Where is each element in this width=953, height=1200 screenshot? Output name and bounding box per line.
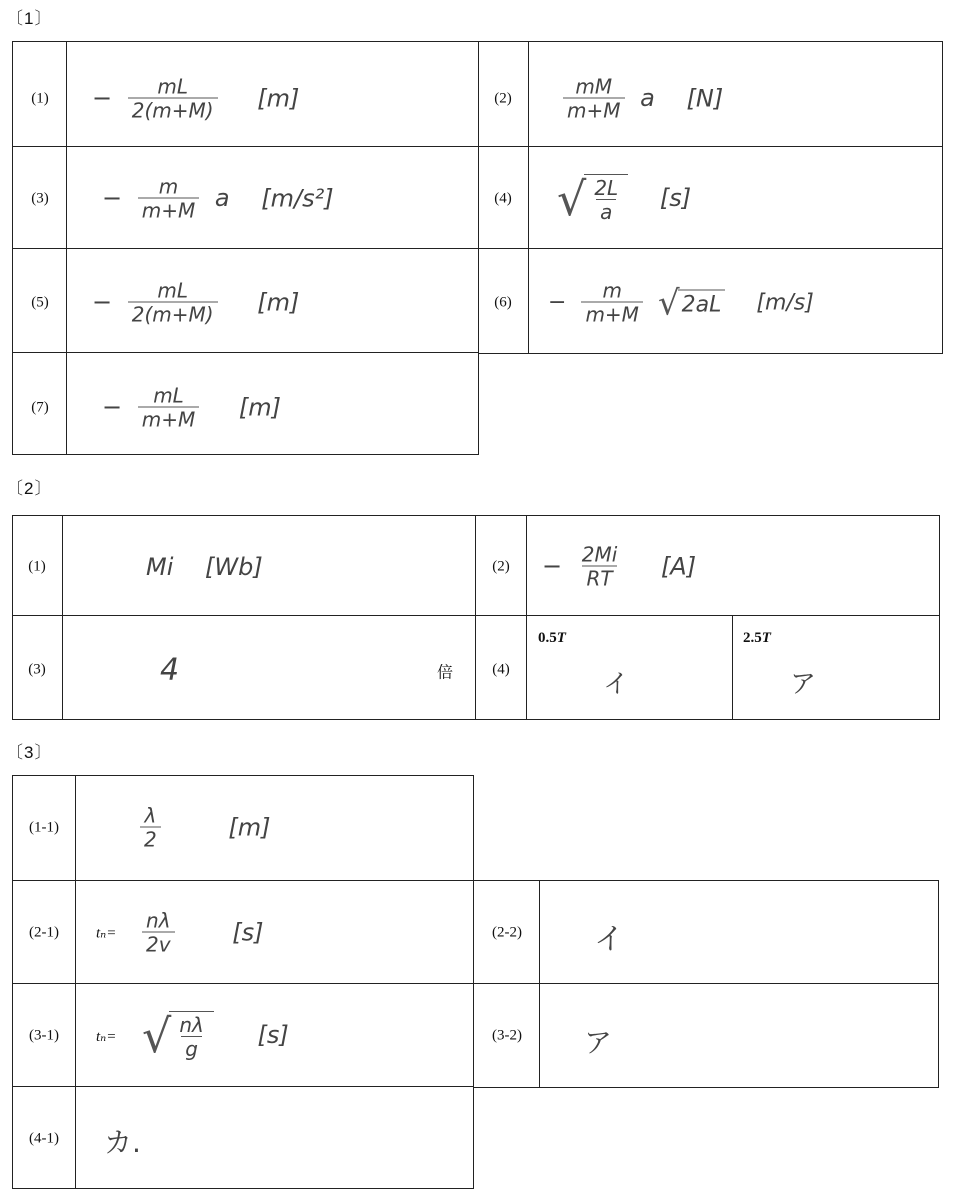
s3-q3-1-label: (3-1): [29, 1027, 59, 1044]
s1-right-row-divider-1: [478, 146, 943, 147]
s3-right-row-divider: [473, 983, 939, 984]
s3-q2-1-denominator: 2v: [142, 932, 175, 957]
s1-q6-fraction: [581, 280, 643, 327]
section-3-title: 〔3〕: [6, 743, 53, 762]
s1-q6-answer: [548, 280, 814, 327]
s3-q2-1-numerator: nλ: [146, 908, 171, 933]
s2-q4-b-answer: ア: [790, 669, 817, 700]
s1-q4-unit: [s]: [659, 184, 692, 212]
s3-q3-1-prefix: tₙ=: [96, 1028, 117, 1045]
s2-row-divider: [12, 615, 940, 616]
s2-q2-denominator: RT: [582, 566, 616, 591]
s1-q2-unit: [N]: [686, 84, 724, 112]
s1-q5-answer: [92, 280, 299, 327]
s1-q3-minus: −: [102, 184, 123, 212]
s3-q4-1-label: (4-1): [29, 1130, 59, 1147]
s2-q1-unit: [Wb]: [205, 553, 263, 581]
s3-right-label-divider: [473, 880, 540, 1088]
s1-q7-numerator: mL: [153, 383, 184, 408]
s1-q7-fraction: [138, 385, 200, 432]
s3-q1-1-answer: [140, 805, 270, 852]
s3-q3-1-numerator: nλ: [179, 1013, 204, 1037]
s2-q1-label: (1): [28, 558, 46, 575]
s3-q2-1-unit: [s]: [232, 918, 264, 946]
s1-q4-fraction: [590, 177, 622, 224]
s1-q6-denominator: m+M: [581, 302, 643, 327]
s3-q1-1-denominator: 2: [140, 827, 161, 852]
s1-q7-answer: [102, 385, 281, 432]
s1-q7-label: (7): [31, 399, 49, 416]
s1-q7-unit: [m]: [238, 393, 281, 421]
s2-q2-answer: [542, 544, 696, 591]
s2-q4-a-caption: [538, 630, 566, 647]
s3-q2-1-prefix: tₙ=: [96, 925, 117, 942]
s2-q2-minus: −: [542, 552, 563, 580]
s1-q4-label: (4): [494, 190, 512, 207]
s3-q3-2-label: (3-2): [492, 1027, 522, 1044]
s3-q3-1-denominator: g: [181, 1036, 202, 1061]
s3-right-table: [473, 880, 939, 1088]
s1-q5-minus: −: [92, 288, 113, 316]
s2-q3-suffix: 倍: [436, 664, 454, 682]
s3-q2-1-answer: [96, 910, 263, 957]
section-2-title: 〔2〕: [6, 479, 53, 498]
s1-q2-denominator: m+M: [563, 98, 625, 123]
sqrt-icon: √: [657, 283, 680, 323]
s1-q2-answer: [555, 76, 723, 123]
s3-q2-2-label: (2-2): [492, 924, 522, 941]
s3-q1-1-numerator: λ: [144, 803, 157, 828]
s2-q4-b-caption-number: 2.5: [743, 630, 762, 646]
s3-left-label-divider: [12, 775, 76, 1189]
s2-q4-split-divider: [732, 615, 733, 720]
s1-left-row-divider-3: [12, 352, 479, 353]
s1-q3-label: (3): [31, 190, 49, 207]
s1-q1-minus: −: [92, 84, 113, 112]
s3-left-row-divider-3: [12, 1086, 474, 1087]
s1-left-row-divider-2: [12, 248, 479, 249]
s2-q2-label: (2): [492, 558, 510, 575]
s1-q5-numerator: mL: [157, 278, 188, 303]
s1-q3-answer: [102, 176, 334, 223]
s1-q1-fraction: [128, 76, 218, 123]
s1-q2-numerator: mM: [575, 74, 613, 99]
s1-q3-numerator: m: [158, 174, 179, 199]
sqrt-icon: √: [557, 172, 587, 226]
s1-q6-numerator: m: [602, 278, 622, 303]
s1-left-row-divider-1: [12, 146, 479, 147]
s2-q3-answer: 4: [160, 652, 180, 688]
s3-q2-2-answer: イ: [594, 922, 624, 957]
s2-q4-label: (4): [492, 661, 510, 678]
s1-q3-denominator: m+M: [138, 198, 200, 223]
s3-q1-1-fraction: [140, 805, 161, 852]
s2-q4-a-caption-var: T: [556, 630, 566, 646]
s1-q4-numerator: 2L: [594, 176, 619, 200]
s1-q2-fraction: [563, 76, 625, 123]
s2-q4-a-answer: イ: [603, 669, 630, 700]
s1-q7-denominator: m+M: [138, 407, 200, 432]
s2-q2-unit: [A]: [660, 552, 697, 580]
s2-col-divider: [475, 515, 476, 720]
s3-q3-1-answer: [96, 1011, 289, 1061]
s1-q4-sqrt: [557, 174, 628, 224]
s2-q3-label: (3): [28, 661, 46, 678]
s3-q4-1-answer: カ.: [104, 1126, 141, 1159]
s1-q5-label: (5): [31, 294, 49, 311]
s1-q4-denominator: a: [596, 199, 616, 224]
s3-q2-1-label: (2-1): [29, 924, 59, 941]
s3-left-row-divider-2: [12, 983, 474, 984]
s2-q1-answer: [146, 553, 263, 581]
s3-q1-1-unit: [m]: [228, 813, 271, 841]
s1-q5-fraction: [128, 280, 218, 327]
s1-q2-label: (2): [494, 90, 512, 107]
s3-left-row-divider-1: [12, 880, 474, 881]
s2-right-label-divider: [526, 515, 527, 720]
s3-q3-1-fraction: [175, 1014, 208, 1061]
section-1-title: 〔1〕: [6, 9, 53, 28]
s1-q6-radicand: 2aL: [678, 289, 726, 317]
s2-q2-fraction: [578, 544, 622, 591]
s3-q3-1-unit: [s]: [257, 1021, 289, 1049]
s1-q3-unit: [m/s²]: [261, 184, 334, 212]
s1-q5-unit: [m]: [257, 288, 300, 316]
s1-q4-answer: [557, 174, 691, 224]
s2-q4-a-caption-number: 0.5: [538, 630, 557, 646]
s1-q6-minus: −: [548, 290, 567, 315]
s1-q2-tail: a: [640, 84, 655, 112]
s1-q1-answer: [92, 76, 299, 123]
s2-q1-value: Mi: [146, 553, 174, 581]
s1-q1-denominator: 2(m+M): [128, 98, 218, 123]
s1-q3-tail: a: [214, 184, 230, 212]
s1-q6-label: (6): [494, 294, 512, 311]
s1-q6-unit: [m/s]: [756, 290, 814, 315]
s1-q3-fraction: [138, 176, 200, 223]
s3-q3-2-answer: ア: [584, 1026, 613, 1059]
s2-q4-b-caption: [743, 630, 771, 647]
s3-q3-1-sqrt: [142, 1011, 214, 1061]
s1-q1-unit: [m]: [257, 84, 300, 112]
s2-q4-b-caption-var: T: [761, 630, 771, 646]
s1-q1-label: (1): [31, 90, 49, 107]
s3-q1-1-label: (1-1): [29, 819, 59, 836]
s3-q2-1-fraction: [142, 910, 175, 957]
s2-q2-numerator: 2Mi: [581, 542, 618, 567]
s1-q6-sqrt: [657, 283, 725, 323]
sqrt-icon: √: [142, 1009, 172, 1063]
s1-q7-minus: −: [102, 393, 123, 421]
s2-left-label-divider: [12, 515, 63, 720]
s1-q5-denominator: 2(m+M): [128, 302, 218, 327]
s1-right-row-divider-2: [478, 248, 943, 249]
s1-q1-numerator: mL: [157, 74, 188, 99]
